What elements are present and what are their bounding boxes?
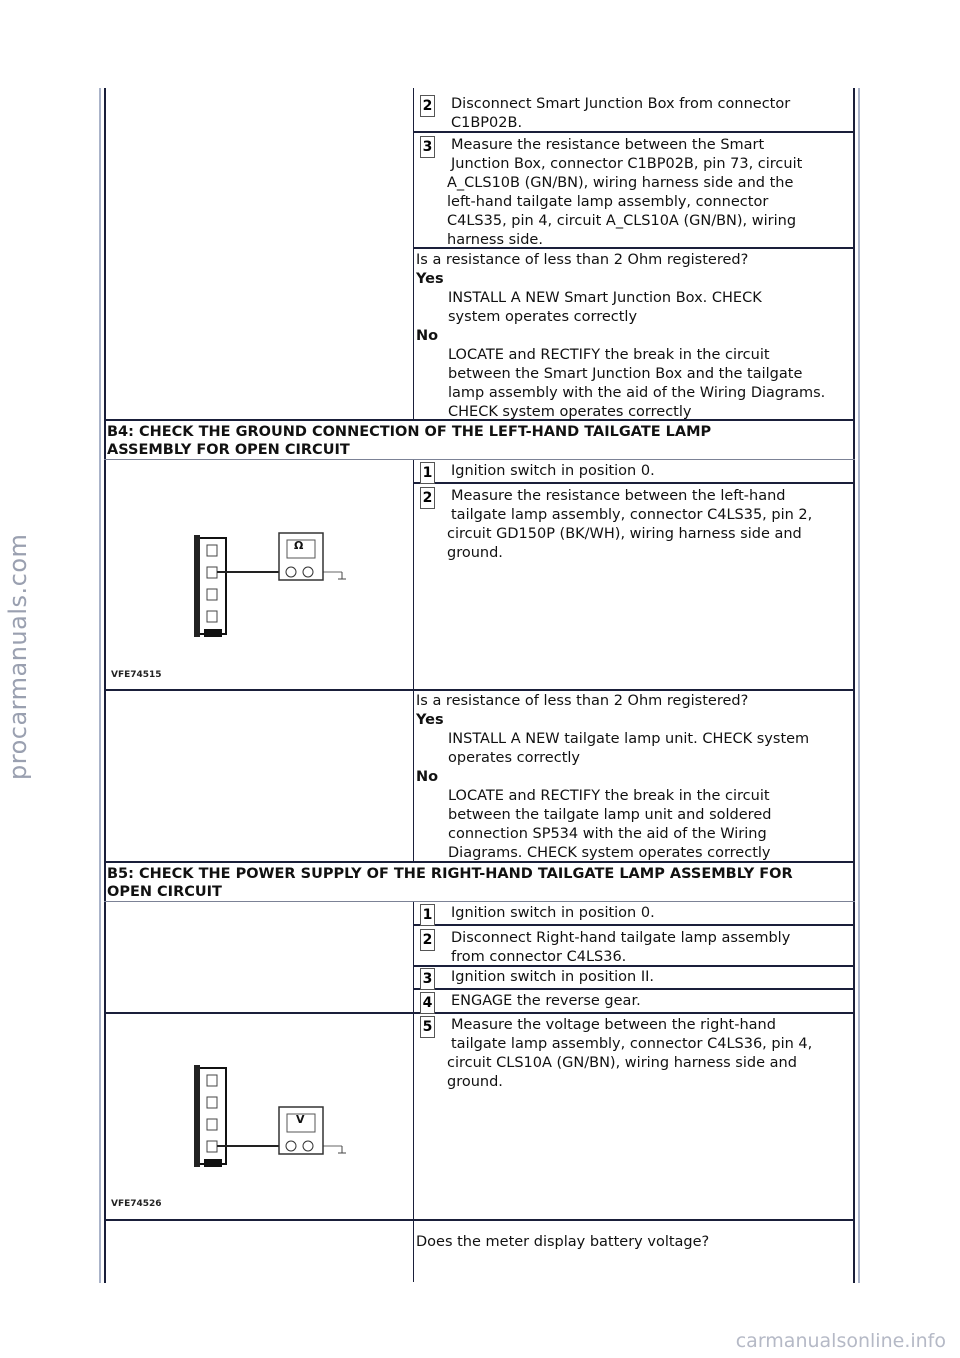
section-heading-b4: B4: CHECK THE GROUND CONNECTION OF THE LEFT-HAND TAILGATE LAMP ASSEMBLY FOR OPEN CIRCUIT [107, 424, 712, 458]
b5-step-1-text: Ignition switch in position 0. [451, 905, 655, 921]
side-watermark: procarmanuals.com [4, 533, 32, 780]
step-number: 2 [420, 929, 435, 951]
step-number: 4 [420, 992, 435, 1014]
step-2-text: Disconnect Smart Junction Box from connector C1BP02B. [451, 96, 791, 131]
ohm-symbol: Ω [294, 539, 304, 552]
step-number: 1 [420, 904, 435, 926]
volt-symbol: V [296, 1113, 305, 1126]
b4-step-1-text: Ignition switch in position 0. [451, 463, 655, 479]
question-block: Is a resistance of less than 2 Ohm registered? Yes INSTALL A NEW Smart Junction Box. CHECK system operates correctly No LOCATE and RECTIFY the break in the circuit between the Smart Junction Box and the tailgate lamp assembly with the aid of the Wiring Diagrams. CHECK system operates correctly [416, 252, 826, 420]
step-number: 3 [420, 968, 435, 990]
step-number: 1 [420, 462, 435, 484]
b4-step-2-text: Measure the resistance between the left-hand tailgate lamp assembly, connector C4LS35, pin 2, circuit GD150P (BK/WH), wiring harness side and ground. [447, 488, 813, 561]
figure-ohmmeter-ground [106, 485, 412, 687]
row-rule [104, 689, 855, 691]
wiring-diagram-icon [106, 485, 412, 687]
row-rule [413, 988, 855, 990]
left-margin-rule [99, 88, 101, 1283]
row-rule [413, 482, 855, 484]
b5-step-5-text: Measure the voltage between the right-hand tailgate lamp assembly, connector C4LS36, pin 4, circuit CLS10A (GN/BN), wiring harness side and ground. [447, 1017, 813, 1090]
step-3-text: Measure the resistance between the Smart Junction Box, connector C1BP02B, pin 73, circuit A_CLS10B (GN/BN), wiring harness side and the left-hand tailgate lamp assembly, connector C4LS35, pin 4, circuit A_CLS10A (GN/BN), wiring harness side. [447, 137, 803, 248]
figure-label: VFE74526 [111, 1199, 162, 1209]
bottom-watermark: carmanualsonline.info [735, 1330, 946, 1352]
wiring-diagram-icon [106, 1015, 412, 1217]
question-block: Is a resistance of less than 2 Ohm registered? Yes INSTALL A NEW tailgate lamp unit. CHECK system operates correctly No LOCATE and RECTIFY the break in the circuit between the tailgate lamp unit and soldered connection SP534 with the aid of the Wiring Diagrams. CHECK system operates correctly [416, 693, 810, 861]
step-number: 3 [420, 136, 435, 158]
figure-label: VFE74515 [111, 670, 162, 680]
question-block: Does the meter display battery voltage? [416, 1234, 710, 1250]
right-margin-rule [858, 88, 860, 1283]
b5-step-3-text: Ignition switch in position II. [451, 969, 655, 985]
b5-step-4-text: ENGAGE the reverse gear. [451, 993, 641, 1009]
step-number: 5 [420, 1016, 435, 1038]
col-divider-1 [413, 88, 414, 420]
col-divider-2 [413, 460, 414, 862]
section-heading-b5: B5: CHECK THE POWER SUPPLY OF THE RIGHT-HAND TAILGATE LAMP ASSEMBLY FOR OPEN CIRCUIT [107, 866, 793, 900]
step-number: 2 [420, 95, 435, 117]
row-rule [104, 901, 855, 902]
row-rule [104, 459, 855, 460]
row-rule [104, 1219, 855, 1221]
col-divider-3 [413, 902, 414, 1282]
row-rule [104, 1012, 855, 1014]
step-number: 2 [420, 487, 435, 509]
figure-voltmeter-supply [106, 1015, 412, 1217]
row-rule [413, 924, 855, 926]
b5-step-2-text: Disconnect Right-hand tailgate lamp assembly from connector C4LS36. [451, 930, 791, 965]
